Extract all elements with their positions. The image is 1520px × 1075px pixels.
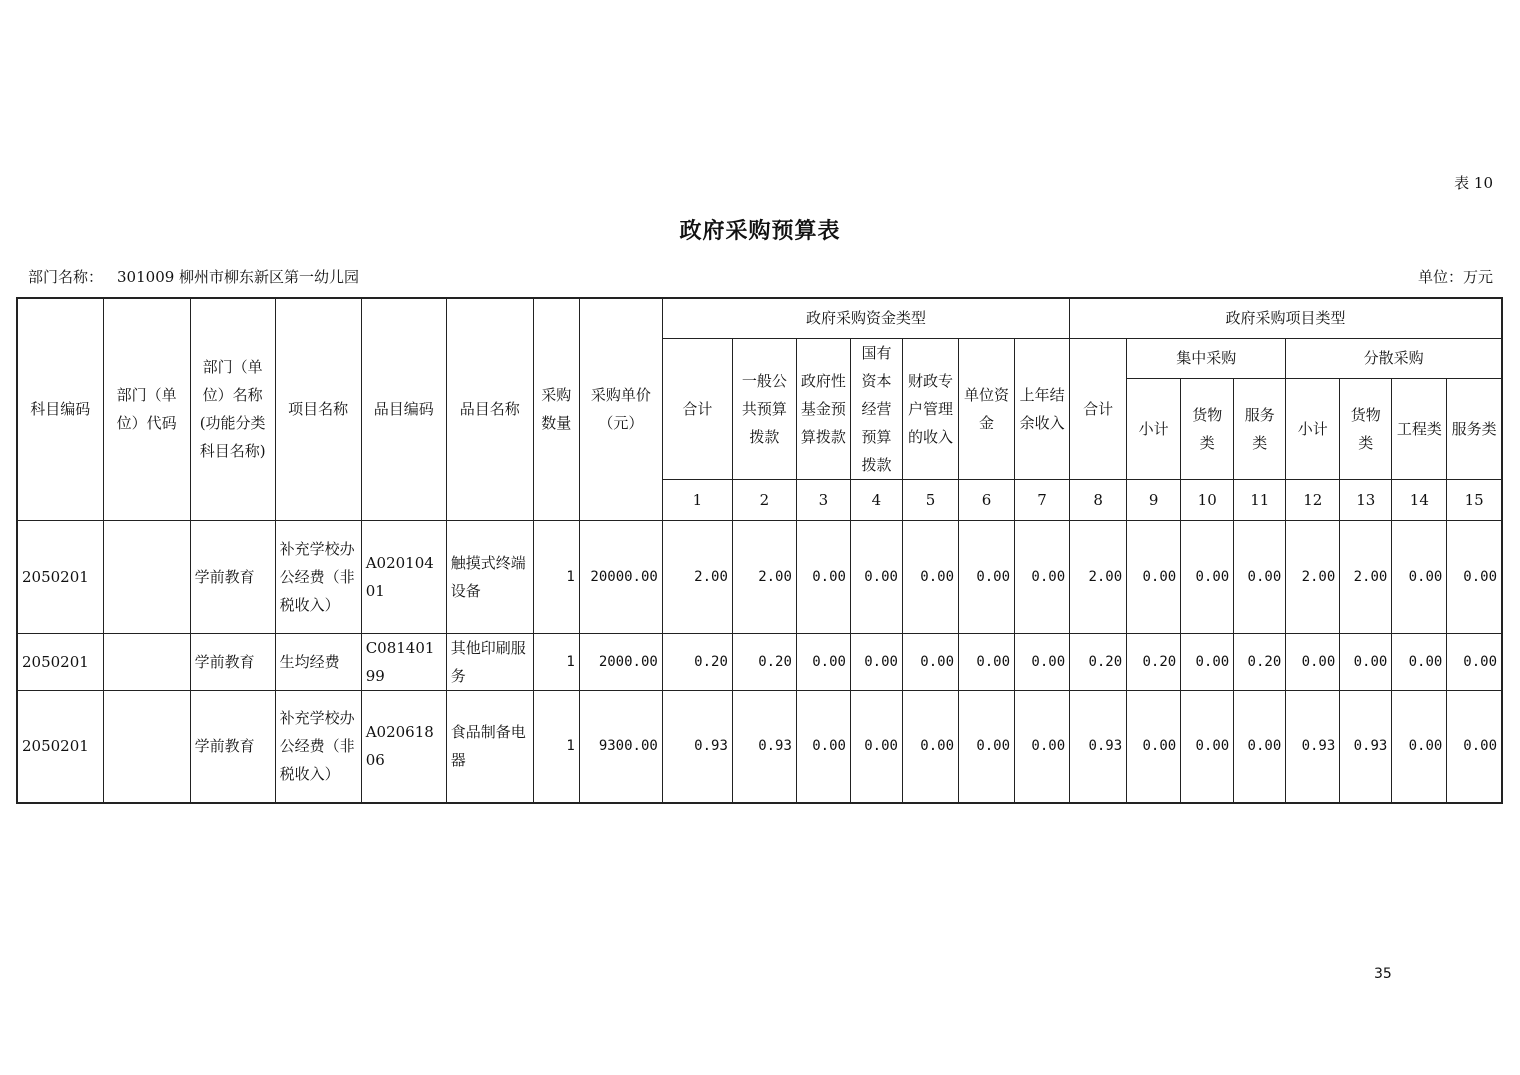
header-carryover: 上年结余收入 (1015, 338, 1070, 479)
col-number: 15 (1447, 479, 1502, 520)
header-central-group: 集中采购 (1127, 338, 1286, 378)
cell-value: 2.00 (1340, 520, 1392, 633)
cell-value: 0.00 (850, 520, 902, 633)
cell-value: 0.00 (1286, 633, 1340, 690)
table-row (17, 690, 1502, 803)
header-central-goods: 货物类 (1181, 378, 1234, 479)
cell-value: 2.00 (662, 520, 732, 633)
header-dept-name: 部门（单位）名称(功能分类科目名称) (190, 298, 275, 520)
col-number: 1 (662, 479, 732, 520)
cell-value: 0.20 (1127, 633, 1181, 690)
header-item-name: 品目名称 (446, 298, 533, 520)
cell-value: 0.00 (1234, 690, 1286, 803)
cell-value: 0.93 (662, 690, 732, 803)
header-item-code: 品目编码 (361, 298, 446, 520)
col-number: 11 (1234, 479, 1286, 520)
col-number: 13 (1340, 479, 1392, 520)
cell-value: 0.00 (796, 633, 850, 690)
unit-label: 单位：万元 (1417, 268, 1493, 286)
cell-unit-price: 20000.00 (579, 520, 662, 633)
header-scattered-group: 分散采购 (1286, 338, 1502, 378)
header-scattered-subtotal: 小计 (1286, 378, 1340, 479)
page-number: 35 (1374, 966, 1392, 982)
col-number: 5 (902, 479, 958, 520)
cell-value: 0.00 (1392, 520, 1447, 633)
table-row (17, 520, 1502, 633)
cell-value: 0.00 (796, 520, 850, 633)
header-state-capital: 国有资本经营预算拨款 (850, 338, 902, 479)
department-value: 301009 柳州市柳东新区第一幼儿园 (117, 268, 360, 286)
header-project-name: 项目名称 (275, 298, 361, 520)
cell-value: 0.00 (902, 520, 958, 633)
col-number: 12 (1286, 479, 1340, 520)
header-quantity: 采购数量 (533, 298, 579, 520)
cell-dept-code (103, 690, 190, 803)
cell-value: 0.00 (959, 520, 1015, 633)
cell-unit-price: 9300.00 (579, 690, 662, 803)
cell-value: 2.00 (1286, 520, 1340, 633)
cell-value: 0.20 (732, 633, 796, 690)
cell-value: 0.00 (850, 633, 902, 690)
cell-value: 0.93 (1070, 690, 1127, 803)
header-scattered-engineering: 工程类 (1392, 378, 1447, 479)
cell-value: 0.00 (1015, 633, 1070, 690)
cell-item-name: 食品制备电器 (446, 690, 533, 803)
cell-value: 0.00 (850, 690, 902, 803)
cell-value: 0.00 (1447, 520, 1502, 633)
cell-value: 0.00 (1015, 520, 1070, 633)
cell-value: 0.00 (1447, 633, 1502, 690)
cell-value: 0.20 (662, 633, 732, 690)
cell-value: 0.00 (1392, 690, 1447, 803)
col-number: 8 (1070, 479, 1127, 520)
cell-value: 0.00 (1127, 690, 1181, 803)
cell-value: 0.00 (1015, 690, 1070, 803)
header-dept-code: 部门（单位）代码 (103, 298, 190, 520)
cell-value: 0.00 (902, 633, 958, 690)
cell-item-code: C08140199 (361, 633, 446, 690)
table-row (17, 633, 1502, 690)
cell-project-name: 生均经费 (275, 633, 361, 690)
cell-dept-name: 学前教育 (190, 520, 275, 633)
col-number: 3 (796, 479, 850, 520)
header-subject-code: 科目编码 (17, 298, 103, 520)
cell-item-name: 其他印刷服务 (446, 633, 533, 690)
cell-item-name: 触摸式终端设备 (446, 520, 533, 633)
header-project-total: 合计 (1070, 338, 1127, 479)
cell-value: 0.93 (1286, 690, 1340, 803)
cell-value: 0.00 (1181, 690, 1234, 803)
page-title: 政府采购预算表 (679, 218, 841, 244)
header-central-subtotal: 小计 (1127, 378, 1181, 479)
header-project-type-group: 政府采购项目类型 (1070, 298, 1502, 338)
cell-value: 0.20 (1234, 633, 1286, 690)
cell-value: 0.00 (959, 690, 1015, 803)
cell-value: 0.93 (1340, 690, 1392, 803)
header-unit-price: 采购单价（元） (579, 298, 662, 520)
header-scattered-goods: 货物类 (1340, 378, 1392, 479)
cell-project-name: 补充学校办公经费（非税收入） (275, 690, 361, 803)
header-gov-fund: 政府性基金预算拨款 (796, 338, 850, 479)
cell-value: 0.93 (732, 690, 796, 803)
cell-value: 2.00 (732, 520, 796, 633)
col-number: 4 (850, 479, 902, 520)
header-general-budget: 一般公共预算拨款 (732, 338, 796, 479)
cell-item-code: A02061806 (361, 690, 446, 803)
cell-value: 0.00 (1181, 633, 1234, 690)
cell-subject-code: 2050201 (17, 690, 103, 803)
col-number: 14 (1392, 479, 1447, 520)
cell-subject-code: 2050201 (17, 633, 103, 690)
col-number: 2 (732, 479, 796, 520)
department-label: 部门名称： (28, 268, 104, 286)
cell-value: 0.00 (1340, 633, 1392, 690)
cell-value: 0.00 (902, 690, 958, 803)
cell-dept-code (103, 633, 190, 690)
cell-value: 0.20 (1070, 633, 1127, 690)
cell-quantity: 1 (533, 520, 579, 633)
cell-value: 0.00 (1127, 520, 1181, 633)
header-central-service: 服务类 (1234, 378, 1286, 479)
col-number: 6 (959, 479, 1015, 520)
cell-value: 0.00 (1234, 520, 1286, 633)
cell-quantity: 1 (533, 690, 579, 803)
cell-project-name: 补充学校办公经费（非税收入） (275, 520, 361, 633)
header-unit-fund: 单位资金 (959, 338, 1015, 479)
cell-value: 0.00 (796, 690, 850, 803)
col-number: 10 (1181, 479, 1234, 520)
cell-value: 0.00 (1181, 520, 1234, 633)
department-line (28, 266, 359, 287)
col-number: 9 (1127, 479, 1181, 520)
cell-dept-name: 学前教育 (190, 633, 275, 690)
cell-quantity: 1 (533, 633, 579, 690)
cell-value: 0.00 (959, 633, 1015, 690)
header-special-account: 财政专户管理的收入 (902, 338, 958, 479)
cell-value: 2.00 (1070, 520, 1127, 633)
header-scattered-service: 服务类 (1447, 378, 1502, 479)
cell-value: 0.00 (1392, 633, 1447, 690)
cell-item-code: A02010401 (361, 520, 446, 633)
col-number: 7 (1015, 479, 1070, 520)
header-fund-type-group: 政府采购资金类型 (662, 298, 1069, 338)
cell-unit-price: 2000.00 (579, 633, 662, 690)
header-fund-total: 合计 (662, 338, 732, 479)
table-number: 表 10 (1454, 174, 1493, 192)
cell-dept-code (103, 520, 190, 633)
procurement-budget-table (16, 297, 1503, 804)
cell-value: 0.00 (1447, 690, 1502, 803)
cell-subject-code: 2050201 (17, 520, 103, 633)
cell-dept-name: 学前教育 (190, 690, 275, 803)
